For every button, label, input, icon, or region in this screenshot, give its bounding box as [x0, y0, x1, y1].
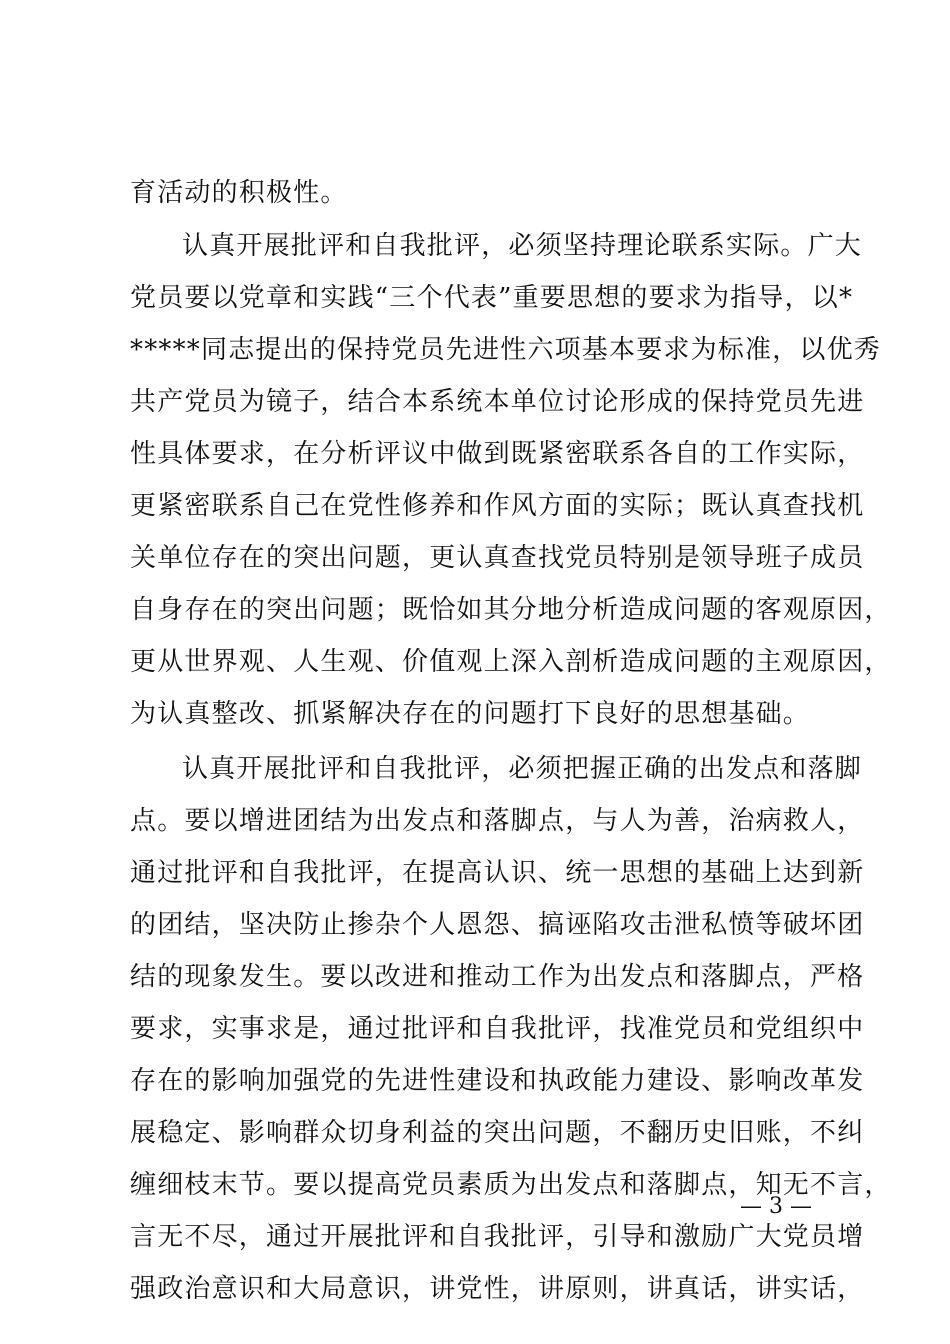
paragraph-start-line: 认真开展批评和自我批评，必须坚持理论联系实际。广大 — [182, 231, 863, 261]
text-line: 育活动的积极性。 — [130, 178, 348, 208]
text-line: 强政治意识和大局意识，讲党性，讲原则，讲真话，讲实话， — [130, 1274, 865, 1304]
text-line: 通过批评和自我批评，在提高认识、统一思想的基础上达到新 — [130, 858, 865, 888]
text-line: 性具体要求，在分析评议中做到既紧密联系各自的工作实际， — [130, 439, 865, 469]
text-line: 结的现象发生。要以改进和推动工作为出发点和落脚点，严格 — [130, 962, 865, 992]
text-line: 关单位存在的突出问题，更认真查找党员特别是领导班子成员 — [130, 543, 865, 573]
text-line: 存在的影响加强党的先进性建设和执政能力建设、影响改革发 — [130, 1066, 865, 1096]
text-line: 言无不尽，通过开展批评和自我批评，引导和激励广大党员增 — [130, 1222, 865, 1252]
text-line: *****同志提出的保持党员先进性六项基本要求为标准，以优秀 — [130, 335, 882, 365]
text-line: 共产党员为镜子，结合本系统本单位讨论形成的保持党员先进 — [130, 387, 865, 417]
text-line: 为认真整改、抓紧解决存在的问题打下良好的思想基础。 — [130, 699, 811, 729]
text-line: 党员要以党章和实践“三个代表”重要思想的要求为指导，以* — [130, 283, 854, 313]
page-number: — 3 — — [740, 1194, 812, 1219]
text-line: 的团结，坚决防止掺杂个人恩怨、搞诬陷攻击泄私愤等破坏团 — [130, 910, 865, 940]
text-line: 更紧密联系自己在党性修养和作风方面的实际；既认真查找机 — [130, 491, 865, 521]
text-line: 点。要以增进团结为出发点和落脚点，与人为善，治病救人， — [130, 806, 865, 836]
text-line: 更从世界观、人生观、价值观上深入剖析造成问题的主观原因， — [130, 647, 892, 677]
paragraph-start-line: 认真开展批评和自我批评，必须把握正确的出发点和落脚 — [182, 754, 863, 784]
text-line: 展稳定、影响群众切身利益的突出问题，不翻历史旧账，不纠 — [130, 1118, 865, 1148]
text-line: 缠细枝末节。要以提高党员素质为出发点和落脚点，知无不言， — [130, 1170, 892, 1200]
text-line: 要求，实事求是，通过批评和自我批评，找准党员和党组织中 — [130, 1014, 865, 1044]
text-line: 自身存在的突出问题；既恰如其分地分析造成问题的客观原因， — [130, 595, 892, 625]
